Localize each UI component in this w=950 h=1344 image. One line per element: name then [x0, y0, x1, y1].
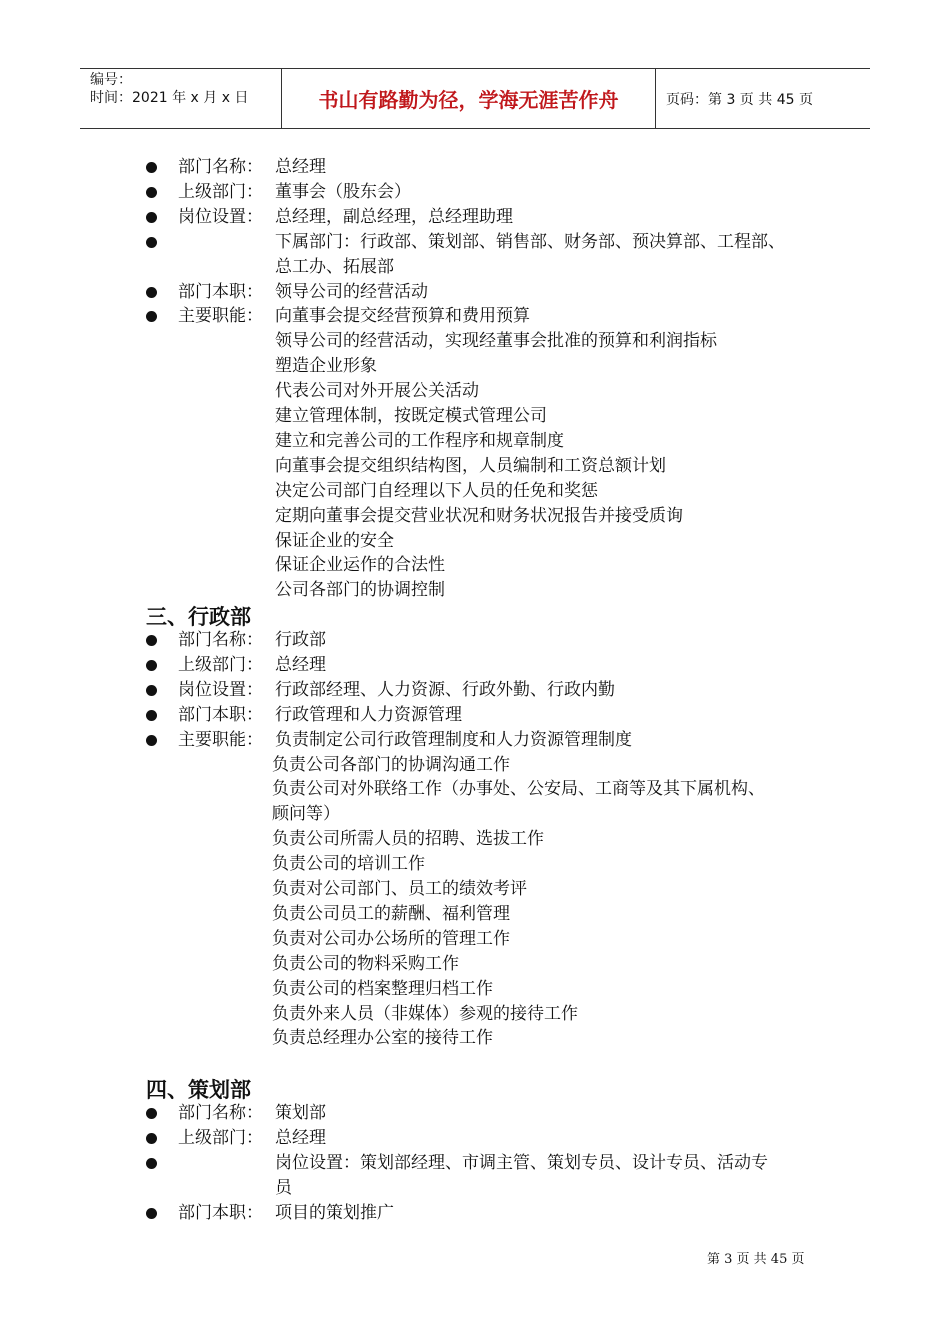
field-label: 部门名称：	[178, 1103, 263, 1123]
field-value: 负责制定公司行政管理制度和人力资源管理制度	[275, 729, 632, 750]
field-label: 部门名称：	[178, 157, 263, 177]
bullet-icon	[146, 1208, 157, 1219]
bullet-icon	[146, 162, 157, 173]
field-label: 主要职能：	[178, 729, 263, 750]
field-value: 建立和完善公司的工作程序和规章制度	[275, 430, 564, 451]
doc-number-label: 编号：	[90, 72, 132, 88]
field-value: 行政部经理、人力资源、行政外勤、行政内勤	[275, 679, 615, 700]
bullet-icon	[146, 237, 157, 248]
field-value: 总经理，副总经理，总经理助理	[275, 206, 513, 227]
field-value: 负责对公司办公场所的管理工作	[272, 928, 510, 949]
field-value: 保证企业运作的合法性	[275, 555, 445, 576]
field-value: 负责公司的培训工作	[272, 854, 425, 875]
field-label: 上级部门：	[178, 654, 263, 675]
plan-heading: 四、策划部	[146, 1078, 251, 1102]
bullet-icon	[146, 311, 157, 322]
field-value: 负责公司的档案整理归档工作	[272, 978, 493, 999]
field-label: 岗位设置：	[178, 206, 263, 227]
field-value: 领导公司的经营活动	[275, 281, 428, 302]
bullet-icon	[146, 635, 157, 646]
doc-time-label: 时间：2021 年 x 月 x 日	[90, 90, 249, 106]
bullet-icon	[146, 287, 157, 298]
field-value: 向董事会提交经营预算和费用预算	[275, 306, 530, 327]
field-value: 行政部	[275, 630, 326, 650]
bullet-icon	[146, 1158, 157, 1169]
field-value: 定期向董事会提交营业状况和财务状况报告并接受质询	[275, 505, 683, 526]
field-value: 保证企业的安全	[275, 530, 394, 551]
field-value: 负责公司的物料采购工作	[272, 953, 459, 974]
bullet-icon	[146, 710, 157, 721]
field-value: 总经理	[275, 1127, 326, 1148]
bullet-icon	[146, 1108, 157, 1119]
field-value: 建立管理体制，按既定模式管理公司	[275, 406, 547, 426]
field-value: 总经理	[275, 157, 326, 177]
field-value: 领导公司的经营活动，实现经董事会批准的预算和利润指标	[275, 331, 717, 352]
bullet-icon	[146, 735, 157, 746]
field-value: 行政管理和人力资源管理	[275, 704, 462, 725]
field-value: 董事会（股东会）	[275, 181, 411, 202]
bullet-icon	[146, 685, 157, 696]
bullet-icon	[146, 187, 157, 198]
admin-heading: 三、行政部	[146, 605, 251, 629]
field-value: 负责公司对外联络工作（办事处、公安局、工商等及其下属机构、	[272, 779, 765, 800]
header-meta	[80, 69, 282, 128]
field-label: 部门本职：	[178, 281, 263, 302]
field-value: 负责外来人员（非媒体）参观的接待工作	[272, 1003, 578, 1024]
field-value: 向董事会提交组织结构图，人员编制和工资总额计划	[275, 455, 666, 476]
field-value: 负责总经理办公室的接待工作	[272, 1028, 493, 1049]
field-value: 负责对公司部门、员工的绩效考评	[272, 879, 527, 899]
header-motto: 书山有路勤为径，学海无涯苦作舟	[282, 69, 656, 128]
field-value: 代表公司对外开展公关活动	[275, 381, 479, 402]
bullet-icon	[146, 1133, 157, 1144]
field-value: 负责公司员工的薪酬、福利管理	[272, 903, 510, 924]
field-label: 上级部门：	[178, 181, 263, 202]
field-value: 岗位设置：策划部经理、市调主管、策划专员、设计专员、活动专	[275, 1152, 768, 1173]
field-value: 总经理	[275, 654, 326, 675]
field-value: 顾问等）	[272, 804, 340, 825]
field-label: 主要职能：	[178, 306, 263, 327]
field-label: 上级部门：	[178, 1127, 263, 1148]
field-value: 策划部	[275, 1103, 326, 1123]
field-value: 公司各部门的协调控制	[275, 580, 445, 601]
field-label: 岗位设置：	[178, 679, 263, 700]
footer-page-number: 第 3 页 共 45 页	[707, 1252, 805, 1267]
field-value: 下属部门：行政部、策划部、销售部、财务部、预决算部、工程部、	[275, 231, 785, 252]
field-value: 员	[275, 1177, 292, 1198]
bullet-icon	[146, 212, 157, 223]
page-header	[80, 68, 870, 129]
field-value: 项目的策划推广	[275, 1202, 394, 1223]
bullet-icon	[146, 660, 157, 671]
field-label: 部门名称：	[178, 630, 263, 650]
header-page-number: 页码：第 3 页 共 45 页	[666, 91, 813, 108]
field-label: 部门本职：	[178, 1202, 263, 1223]
field-value: 总工办、拓展部	[275, 256, 394, 277]
field-value: 塑造企业形象	[275, 356, 377, 377]
field-label: 部门本职：	[178, 704, 263, 725]
field-value: 负责公司所需人员的招聘、选拔工作	[272, 829, 544, 850]
field-value: 决定公司部门自经理以下人员的任免和奖惩	[275, 480, 598, 501]
field-value: 负责公司各部门的协调沟通工作	[272, 754, 510, 775]
